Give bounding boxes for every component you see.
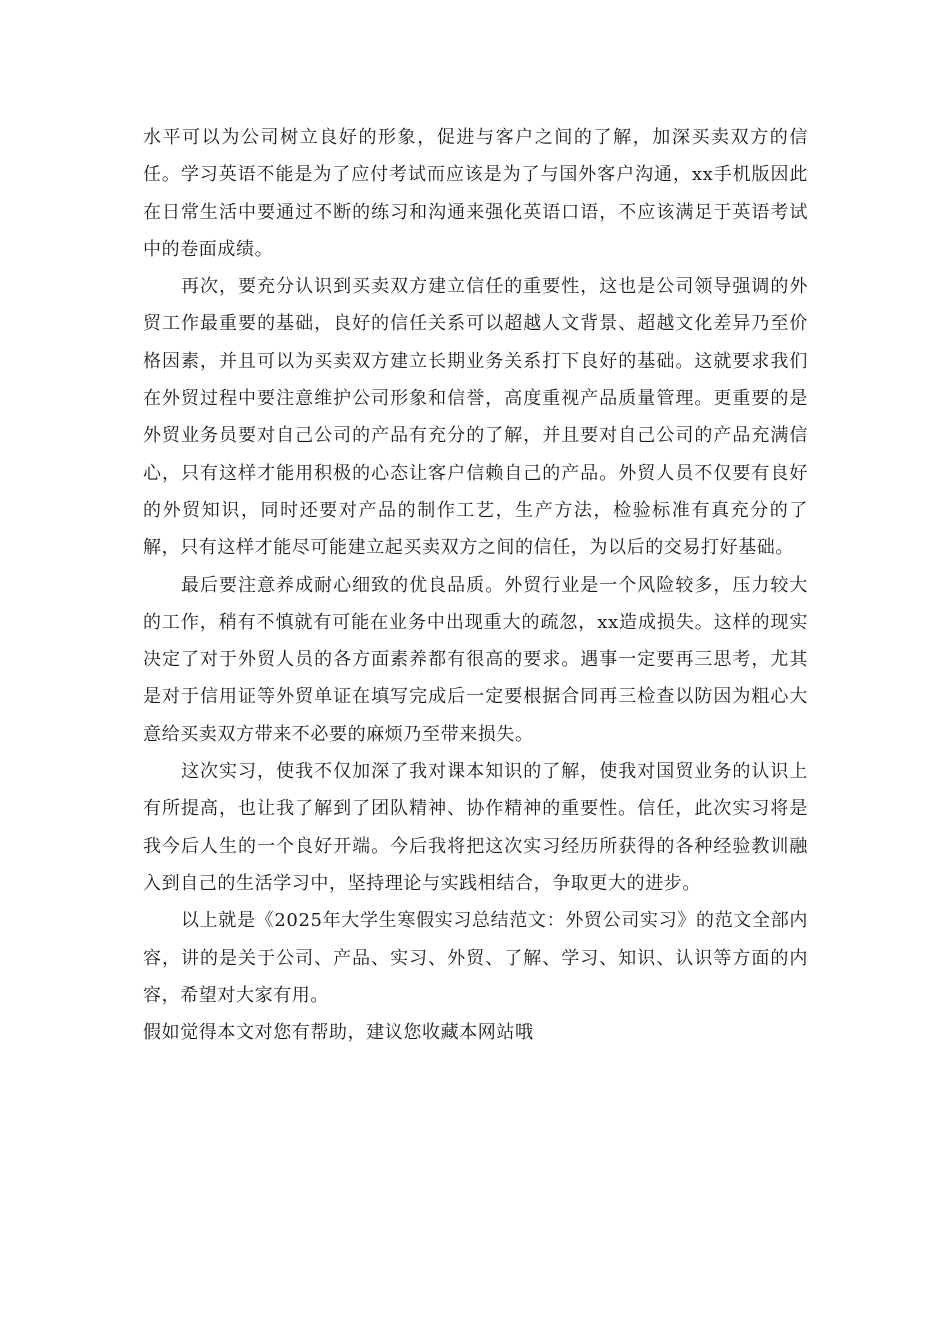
document-body (143, 119, 808, 1051)
paragraph-4: 这次实习，使我不仅加深了我对课本知识的了解，使我对国贸业务的认识上有所提高，也让我了解到了团队精神、协作精神的重要性。信任，此次实习将是我今后人生的一个良好开端。今后我将把这次实习经历所获得的各种经验教训融入到自己的生活学习中，坚持理论与实践相结合，争取更大的进步。 (143, 761, 808, 894)
closing-note: 假如觉得本文对您有帮助，建议您收藏本网站哦 (143, 1022, 534, 1044)
paragraph-2: 再次，要充分认识到买卖双方建立信任的重要性，这也是公司领导强调的外贸工作最重要的基础，良好的信任关系可以超越人文背景、超越文化差异乃至价格因素，并且可以为买卖双方建立长期业务关系打下良好的基础。这就要求我们在外贸过程中要注意维护公司形象和信誉，高度重视产品质量管理。更重要的是外贸业务员要对自己公司的产品有充分的了解，并且要对自己公司的产品充满信心，只有这样才能用积极的心态让客户信赖自己的产品。外贸人员不仅要有良好的外贸知识，同时还要对产品的制作工艺，生产方法，检验标准有真充分的了解，只有这样才能尽可能建立起买卖双方之间的信任，为以后的交易打好基础。 (143, 276, 808, 559)
paragraph-3: 最后要注意养成耐心细致的优良品质。外贸行业是一个风险较多，压力较大的工作，稍有不慎就有可能在业务中出现重大的疏忽，xx造成损失。这样的现实决定了对于外贸人员的各方面素养都有很高的要求。遇事一定要再三思考，尤其是对于信用证等外贸单证在填写完成后一定要根据合同再三检查以防因为粗心大意给买卖双方带来不必要的麻烦乃至带来损失。 (143, 574, 808, 745)
paragraph-5: 以上就是《2025年大学生寒假实习总结范文：外贸公司实习》的范文全部内容，讲的是关于公司、产品、实习、外贸、了解、学习、知识、认识等方面的内容，希望对大家有用。 (143, 910, 808, 1006)
paragraph-1: 水平可以为公司树立良好的形象，促进与客户之间的了解，加深买卖双方的信任。学习英语不能是为了应付考试而应该是为了与国外客户沟通，xx手机版因此在日常生活中要通过不断的练习和沟通来强化英语口语，不应该满足于英语考试中的卷面成绩。 (143, 127, 808, 260)
